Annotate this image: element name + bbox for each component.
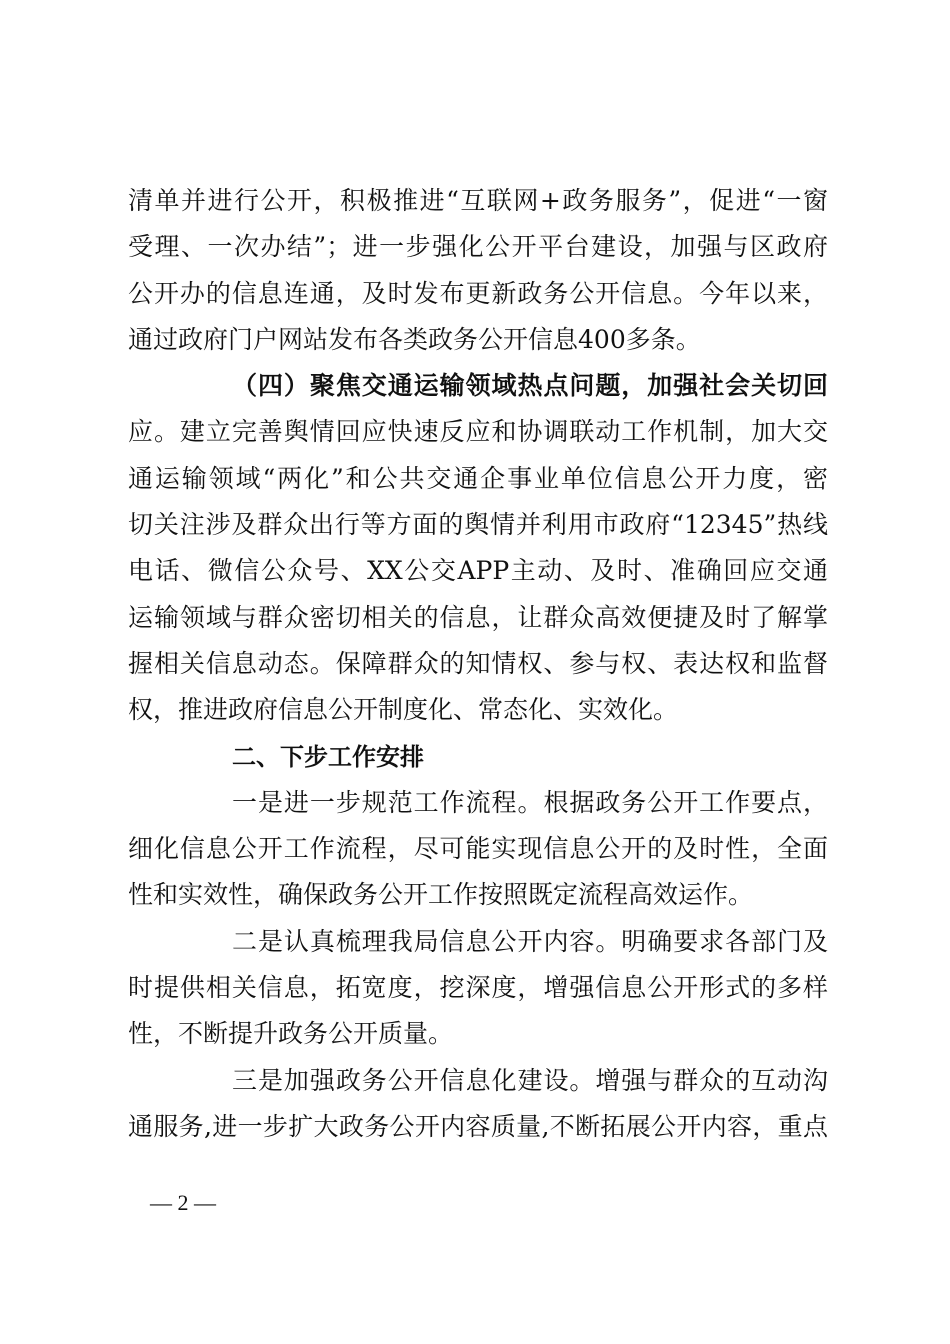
text-line: 三是加强政务公开信息化建设。增强与群众的互动沟 [232,1065,828,1095]
text-line: 电话、微信公众号、XX公交APP主动、及时、准确回应交通 [128,556,828,586]
text-line: 细化信息公开工作流程，尽可能实现信息公开的及时性，全面 [128,834,828,864]
text-line: 受理、一次办结”；进一步强化公开平台建设，加强与区政府 [128,232,828,262]
text-line: 清单并进行公开，积极推进“互联网+政务服务”，促进“一窗 [128,186,828,215]
text-line: 运输领域与群众密切相关的信息，让群众高效便捷及时了解掌 [128,602,828,632]
page-number: — 2 — [150,1190,216,1215]
text-line: 公开办的信息连通，及时发布更新政务公开信息。今年以来， [128,278,828,308]
text-line: 应。建立完善舆情回应快速反应和协调联动工作机制，加大交 [128,417,828,447]
text-line: 切关注涉及群众出行等方面的舆情并利用市政府“12345”热线 [128,510,828,540]
text-line: 通服务,进一步扩大政务公开内容质量,不断拓展公开内容，重点 [128,1111,828,1141]
section-heading-4: （四）聚焦交通运输领域热点问题，加强社会关切回 [232,371,828,401]
text-line: 性和实效性，确保政务公开工作按照既定流程高效运作。 [128,880,754,910]
text-line: 握相关信息动态。保障群众的知情权、参与权、表达权和监督 [128,648,828,678]
section-title: 二、下步工作安排 [232,742,424,771]
text-line: 时提供相关信息，拓宽度，挖深度，增强信息公开形式的多样 [128,973,828,1003]
body-text [128,178,828,1150]
text-line: 通过政府门户网站发布各类政务公开信息400多条。 [128,324,701,354]
text-line: 一是进一步规范工作流程。根据政务公开工作要点， [232,787,828,817]
text-line: 性，不断提升政务公开质量。 [128,1019,454,1049]
text-line: 二是认真梳理我局信息公开内容。明确要求各部门及 [232,926,828,956]
text-line: 权，推进政府信息公开制度化、常态化、实效化。 [128,695,679,725]
text-line: 通运输领域“两化”和公共交通企事业单位信息公开力度，密 [128,463,828,493]
